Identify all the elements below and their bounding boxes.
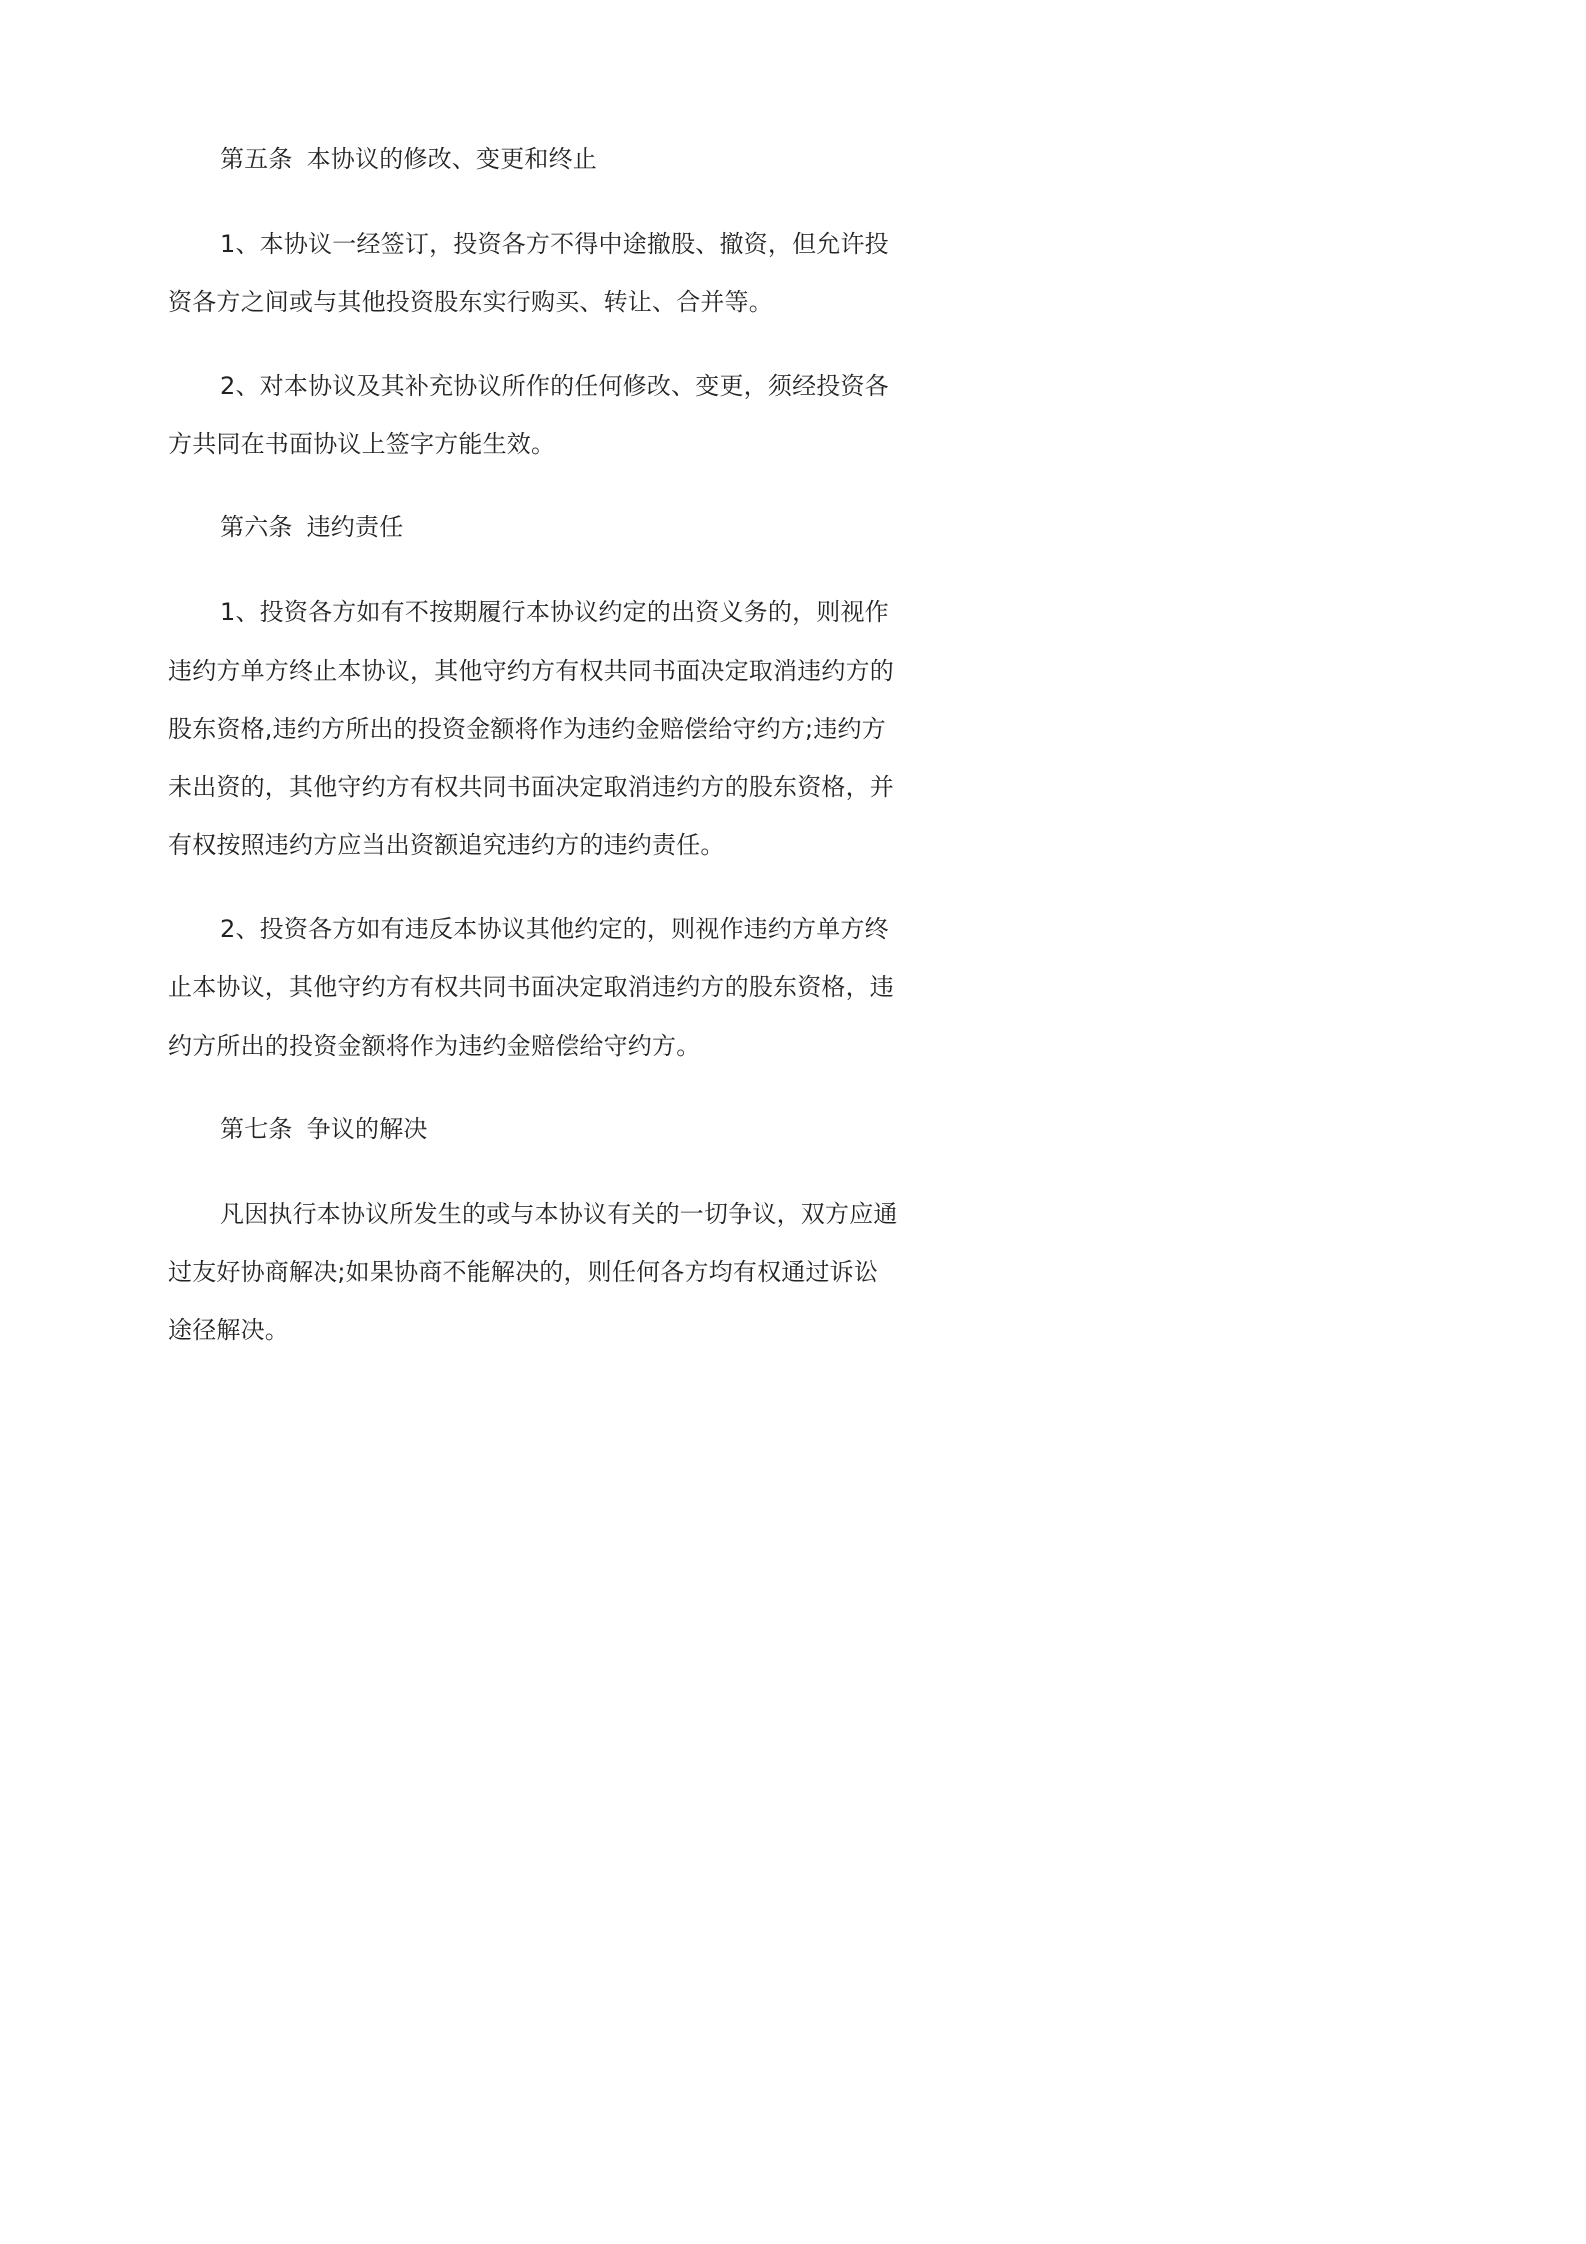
- paragraph-line: 过友好协商解决;如果协商不能解决的，则任何各方均有权通过诉讼: [168, 1258, 879, 1286]
- paragraph-line: 2、投资各方如有违反本协议其他约定的，则视作违约方单方终: [220, 915, 889, 943]
- paragraph-line: 资各方之间或与其他投资股东实行购买、转让、合并等。: [168, 288, 773, 316]
- paragraph-line: 违约方单方终止本协议，其他守约方有权共同书面决定取消违约方的: [168, 657, 894, 685]
- paragraph-line: 止本协议，其他守约方有权共同书面决定取消违约方的股东资格，违: [168, 973, 894, 1001]
- paragraph-line: 股东资格,违约方所出的投资金额将作为违约金赔偿给守约方;违约方: [168, 715, 886, 743]
- paragraph-line: 1、投资各方如有不按期履行本协议约定的出资义务的，则视作: [220, 598, 889, 626]
- section-title: 本协议的修改、变更和终止: [306, 145, 598, 173]
- section-heading: [220, 1114, 428, 1144]
- paragraph-line: 凡因执行本协议所发生的或与本协议有关的一切争议，双方应通: [220, 1200, 898, 1228]
- section-heading: [220, 144, 597, 174]
- paragraph-line: 途径解决。: [168, 1316, 289, 1344]
- section-title: 争议的解决: [306, 1115, 428, 1143]
- section-title: 违约责任: [306, 513, 404, 541]
- paragraph-line: 有权按照违约方应当出资额追究违约方的违约责任。: [168, 831, 725, 859]
- paragraph-line: 1、本协议一经签订，投资各方不得中途撤股、撤资，但允许投: [220, 230, 889, 258]
- paragraph-line: 约方所出的投资金额将作为违约金赔偿给守约方。: [168, 1032, 701, 1060]
- paragraph-line: 未出资的，其他守约方有权共同书面决定取消违约方的股东资格，并: [168, 773, 894, 801]
- section-number: 第七条: [220, 1115, 293, 1143]
- document-page: [0, 0, 1102, 1559]
- section-number: 第六条: [220, 513, 293, 541]
- section-heading: [220, 512, 403, 542]
- paragraph-line: 2、对本协议及其补充协议所作的任何修改、变更，须经投资各: [220, 372, 889, 400]
- section-number: 第五条: [220, 145, 293, 173]
- paragraph-line: 方共同在书面协议上签字方能生效。: [168, 430, 556, 458]
